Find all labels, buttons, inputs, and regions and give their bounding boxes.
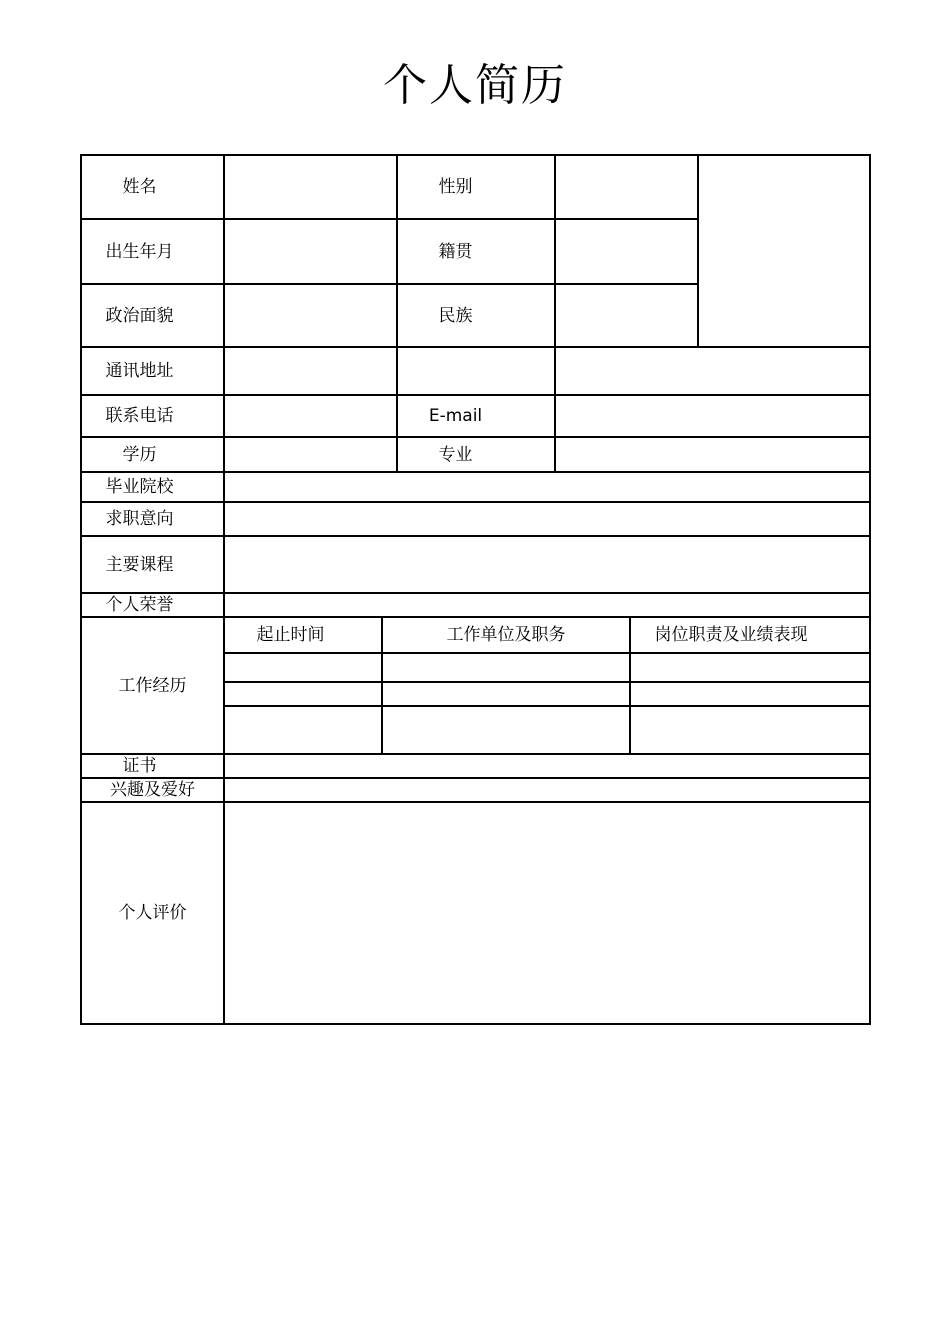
email-field[interactable] [556,396,869,436]
ethnicity-label: 民族 [438,305,473,326]
work-header-duties: 岗位职责及业绩表现 [654,625,808,645]
education-label: 学历 [122,444,157,465]
native-place-field[interactable] [556,220,697,283]
honors-field[interactable] [225,594,869,616]
table-border-bottom [80,1023,871,1025]
email-label: E-mail [428,406,483,426]
work-header-employer: 工作单位及职务 [446,625,566,645]
address-label: 通讯地址 [105,361,174,381]
birth-label: 出生年月 [105,241,174,262]
table-border-right [869,154,871,1025]
work-row-field[interactable] [225,707,869,753]
courses-label: 主要课程 [105,554,174,575]
hobbies-label: 兴趣及爱好 [110,780,195,800]
honors-label: 个人荣誉 [105,595,174,615]
name-label: 姓名 [122,177,157,197]
ethnicity-field[interactable] [556,285,697,346]
school-label: 毕业院校 [105,477,174,497]
self-evaluation-label: 个人评价 [118,903,187,923]
name-field[interactable] [225,156,396,218]
page-title: 个人简历 [383,60,567,111]
certificates-label: 证书 [122,756,157,776]
birth-field[interactable] [225,220,396,283]
phone-field[interactable] [225,396,396,436]
work-row-field[interactable] [225,683,869,705]
education-field[interactable] [225,438,396,471]
hobbies-field[interactable] [225,779,869,801]
gender-field[interactable] [556,156,697,218]
major-label: 专业 [438,444,473,465]
work-header-period: 起止时间 [256,625,325,645]
major-field[interactable] [556,438,869,471]
photo-area[interactable] [699,156,869,346]
school-field[interactable] [225,473,869,501]
courses-field[interactable] [225,537,869,592]
political-status-field[interactable] [225,285,396,346]
job-intention-field[interactable] [225,503,869,535]
work-row-field[interactable] [225,654,869,681]
certificates-field[interactable] [225,755,869,777]
native-place-label: 籍贯 [438,241,473,262]
gender-label: 性别 [438,177,473,197]
work-experience-label: 工作经历 [118,675,187,696]
self-evaluation-field[interactable] [225,803,869,1023]
political-status-label: 政治面貌 [105,305,174,326]
phone-label: 联系电话 [105,406,174,426]
job-intention-label: 求职意向 [105,509,174,529]
address-field[interactable] [225,348,869,394]
